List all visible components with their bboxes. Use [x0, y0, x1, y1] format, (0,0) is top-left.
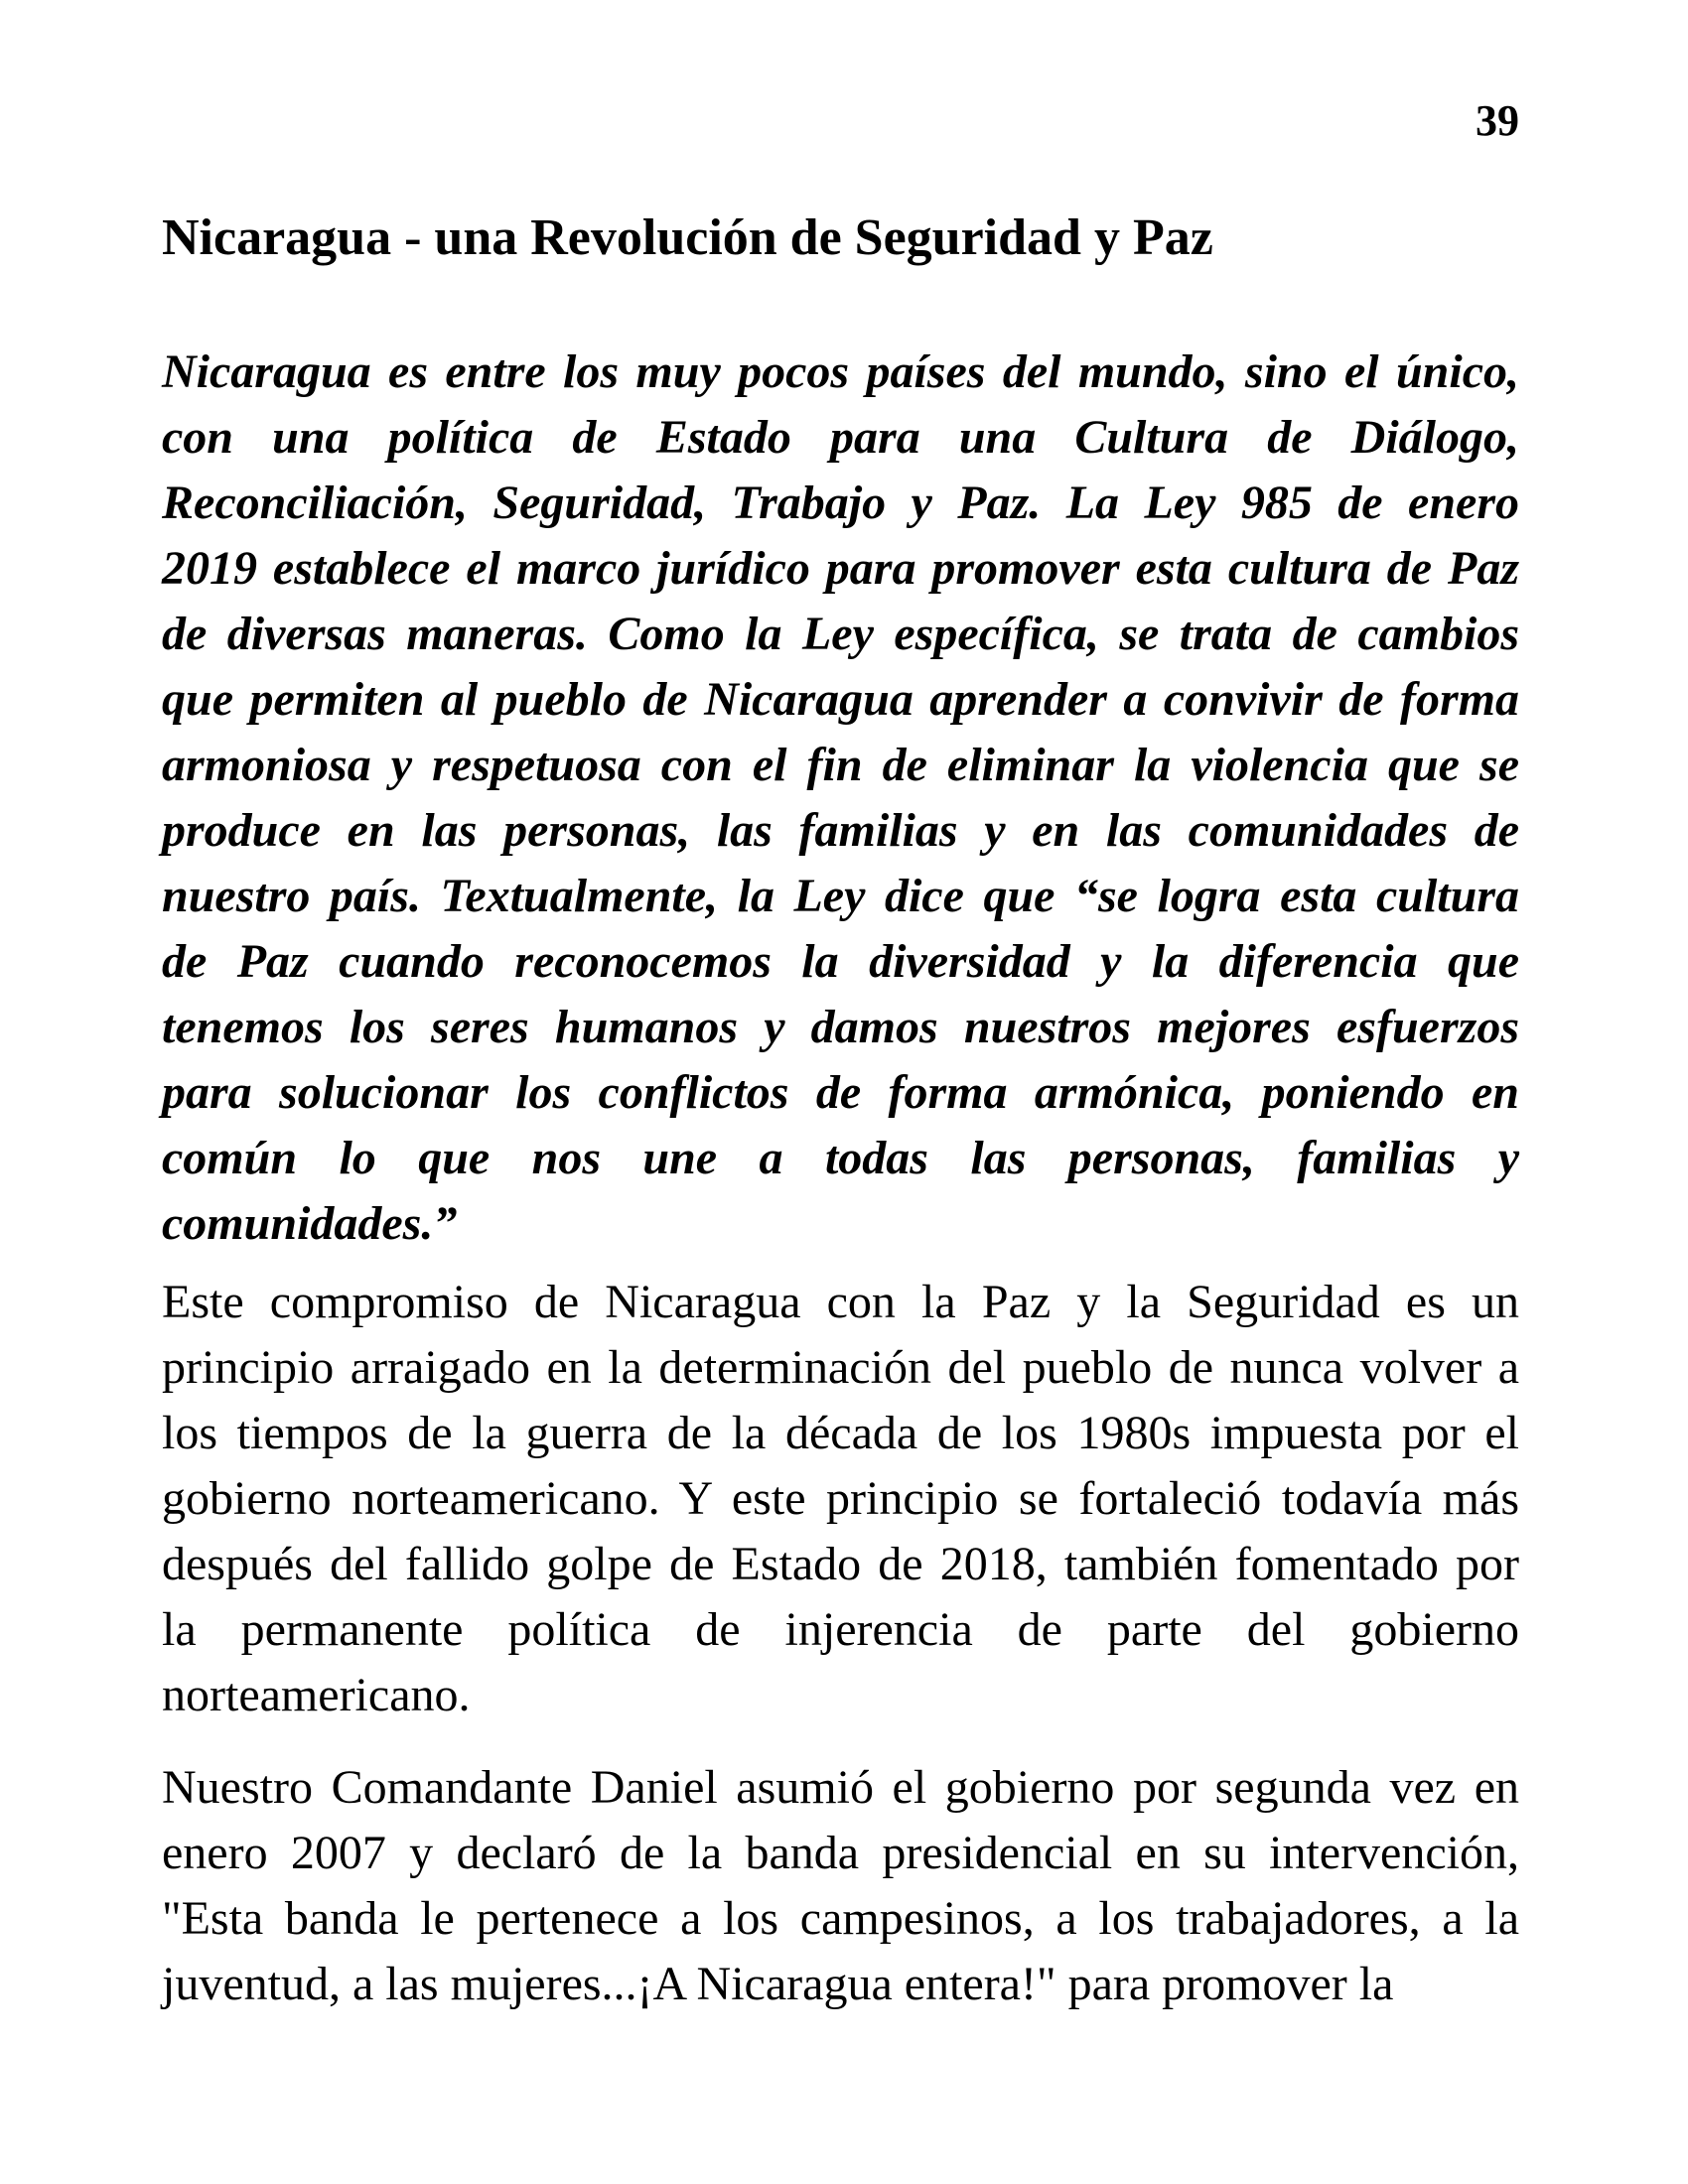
paragraph-lead-law-985 [162, 340, 1519, 1257]
text-line: Este compromiso de Nicaragua con la Paz y la Seguridad es un [162, 1276, 1519, 1328]
text-line: de Paz cuando reconocemos la diversidad y la diferencia que [162, 935, 1519, 988]
text-line: Nuestro Comandante Daniel asumió el gobierno por segunda vez en [162, 1761, 1519, 1814]
page-title: Nicaragua - una Revolución de Seguridad y Paz [162, 209, 1213, 266]
text-line: que permiten al pueblo de Nicaragua aprender a convivir de forma [162, 673, 1519, 726]
text-line: gobierno norteamericano. Y este principio se fortaleció todavía más [162, 1472, 1519, 1525]
text-line: comunidades.” [162, 1197, 458, 1250]
paragraph-peace-commitment [162, 1270, 1519, 1728]
text-line: nuestro país. Textualmente, la Ley dice que “se logra esta cultura [162, 870, 1519, 922]
text-line: común lo que nos une a todas las personas, familias y [162, 1132, 1519, 1184]
text-line: después del fallido golpe de Estado de 2018, también fomentado por [162, 1538, 1519, 1590]
text-line: norteamericano. [162, 1669, 471, 1721]
text-line: la permanente política de injerencia de parte del gobierno [162, 1603, 1519, 1656]
text-line: produce en las personas, las familias y en las comunidades de [162, 804, 1519, 857]
text-line: principio arraigado en la determinación del pueblo de nunca volver a [162, 1341, 1519, 1394]
document-page [162, 0, 1519, 2184]
paragraph-comandante-daniel [162, 1755, 1519, 2017]
page-number: 39 [1476, 96, 1519, 145]
text-line: con una política de Estado para una Cultura de Diálogo, [162, 411, 1519, 464]
text-line: 2019 establece el marco jurídico para promover esta cultura de Paz [162, 542, 1519, 595]
text-line: armoniosa y respetuosa con el fin de eliminar la violencia que se [162, 739, 1519, 791]
text-line: enero 2007 y declaró de la banda presidencial en su intervención, [162, 1827, 1519, 1879]
text-line: de diversas maneras. Como la Ley específica, se trata de cambios [162, 608, 1519, 660]
text-line: Nicaragua es entre los muy pocos países del mundo, sino el único, [162, 345, 1519, 398]
text-line: tenemos los seres humanos y damos nuestros mejores esfuerzos [162, 1001, 1519, 1053]
text-line: los tiempos de la guerra de la década de los 1980s impuesta por el [162, 1407, 1519, 1459]
text-line: para solucionar los conflictos de forma armónica, poniendo en [162, 1066, 1519, 1119]
text-line: "Esta banda le pertenece a los campesinos, a los trabajadores, a la [162, 1892, 1519, 1945]
text-line: juventud, a las mujeres...¡A Nicaragua entera!" para promover la [162, 1958, 1394, 2010]
text-line: Reconciliación, Seguridad, Trabajo y Paz. La Ley 985 de enero [162, 477, 1519, 529]
